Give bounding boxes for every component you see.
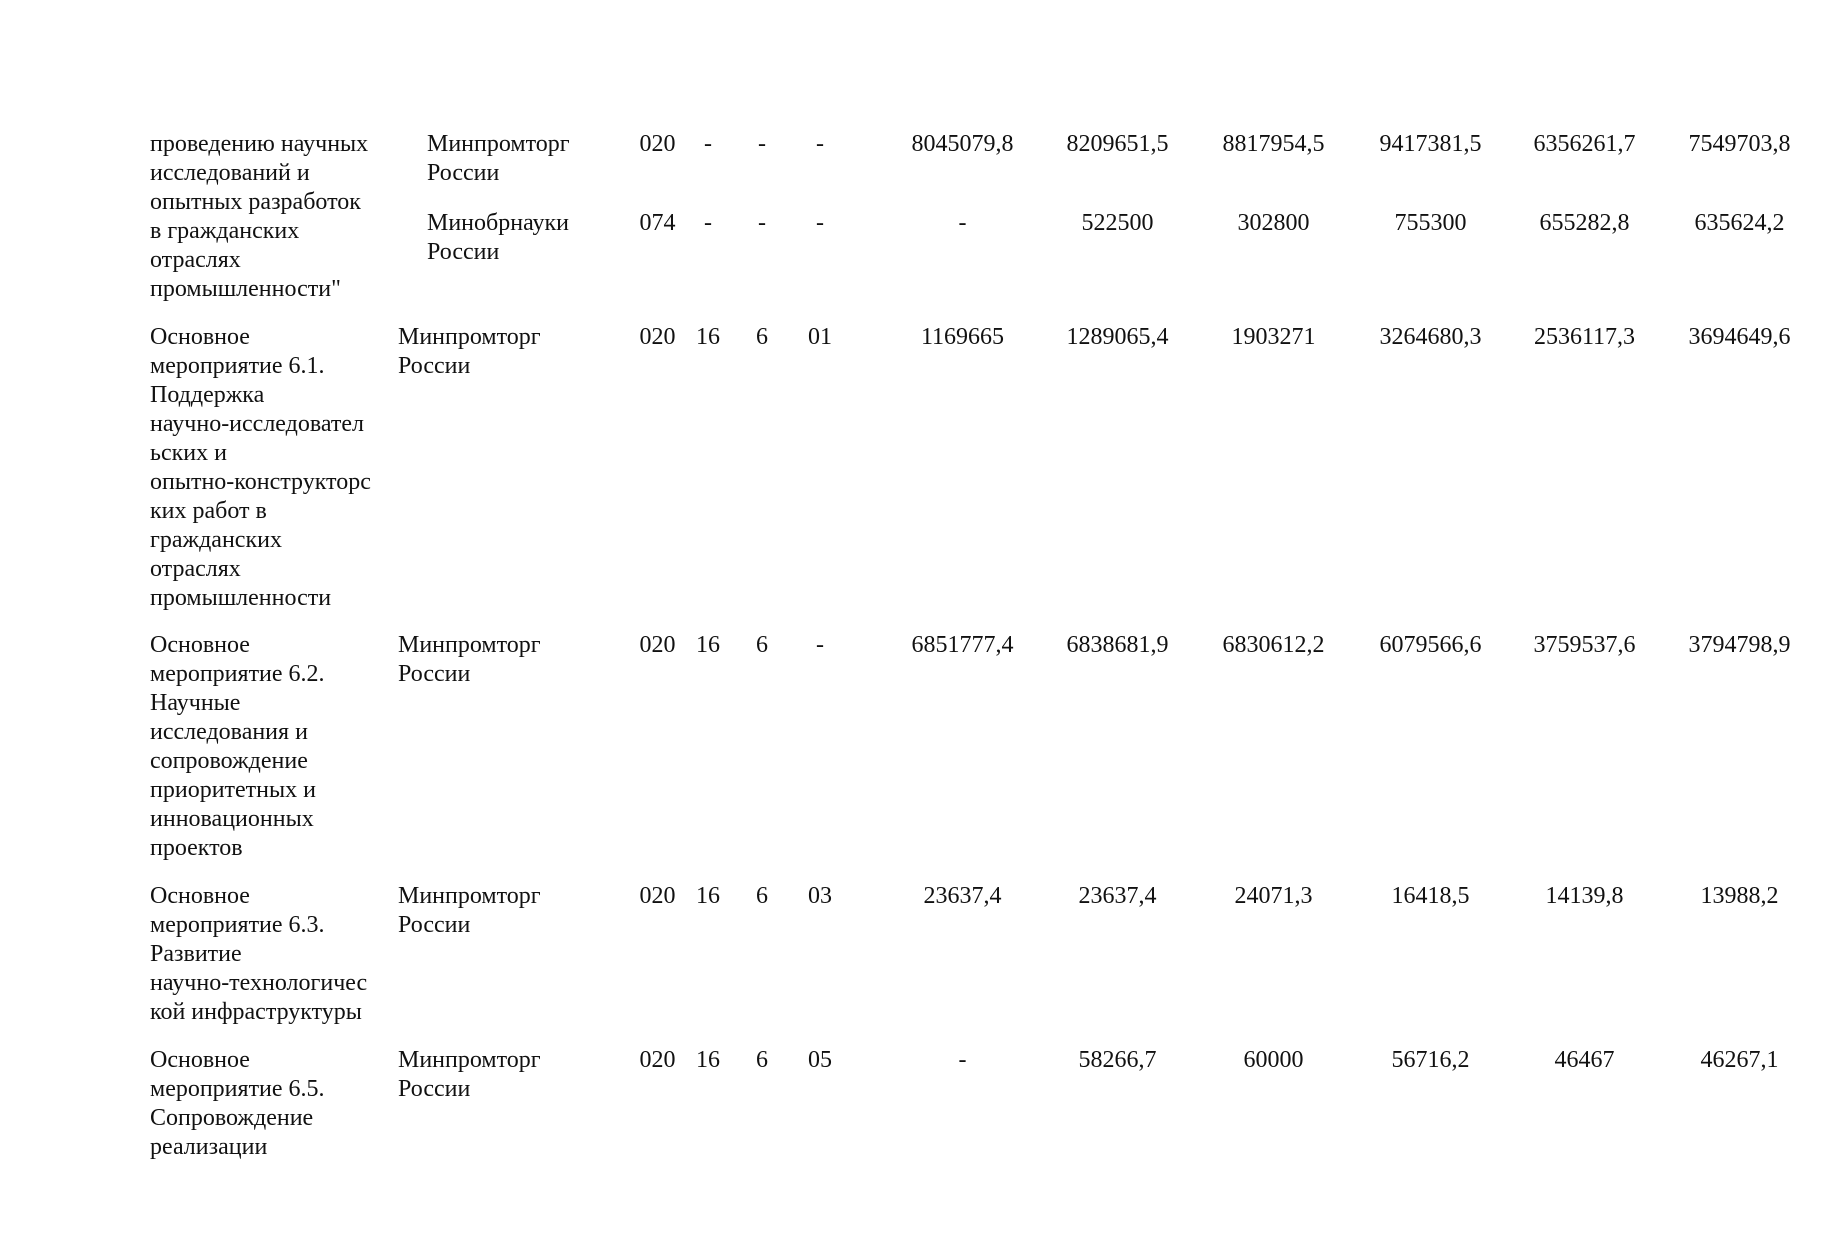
executor: Минпромторг России — [398, 1047, 541, 1102]
om-code: - — [816, 210, 824, 236]
gp-code: 16 — [696, 632, 720, 658]
om-code: 03 — [808, 883, 832, 909]
activity-description: Основное мероприятие 6.5. Сопровождение реализации — [150, 1047, 325, 1160]
value-year-3: 24071,3 — [1234, 883, 1313, 909]
value-year-6: 13988,2 — [1700, 883, 1779, 909]
value-year-3: 302800 — [1237, 210, 1310, 236]
pgp-code: - — [758, 210, 766, 236]
value-year-4: 16418,5 — [1391, 883, 1470, 909]
value-year-5: 14139,8 — [1545, 883, 1624, 909]
value-year-2: 1289065,4 — [1066, 324, 1169, 350]
value-year-2: 58266,7 — [1078, 1047, 1157, 1073]
gp-code: 16 — [696, 1047, 720, 1073]
activity-description: проведению научных исследований и опытных разработок в гражданских отраслях промышленности" — [150, 131, 369, 302]
grbs-code: 020 — [639, 1047, 676, 1073]
value-year-2: 23637,4 — [1078, 883, 1157, 909]
value-year-3: 6830612,2 — [1222, 632, 1325, 658]
pgp-code: 6 — [756, 883, 768, 909]
table-row — [150, 882, 1779, 1046]
value-year-3: 1903271 — [1231, 324, 1316, 350]
table-row — [150, 130, 1791, 323]
value-year-4: 6079566,6 — [1379, 632, 1482, 658]
activity-description: Основное мероприятие 6.1. Поддержка научно-исследовател ьских и опытно-конструкторс ких работ в гражданских отраслях промышленности — [150, 324, 371, 611]
grbs-code: 020 — [639, 632, 676, 658]
grbs-code: 074 — [639, 210, 676, 236]
executor-subrow — [150, 209, 1785, 267]
value-year-4: 755300 — [1394, 210, 1467, 236]
value-year-1: 8045079,8 — [911, 131, 1014, 157]
value-year-3: 8817954,5 — [1222, 131, 1325, 157]
value-year-2: 522500 — [1081, 210, 1154, 236]
value-year-1: 6851777,4 — [911, 632, 1014, 658]
value-year-2: 8209651,5 — [1066, 131, 1169, 157]
gp-code: - — [704, 210, 712, 236]
table-row — [150, 631, 1791, 882]
executor-subrow — [150, 130, 1791, 188]
executor: Минпромторг России — [427, 131, 570, 186]
value-year-1: - — [958, 1047, 967, 1073]
value-year-1: - — [958, 210, 967, 236]
value-year-5: 46467 — [1554, 1047, 1615, 1073]
value-year-5: 6356261,7 — [1533, 131, 1636, 157]
value-year-4: 3264680,3 — [1379, 324, 1482, 350]
activity-description: Основное мероприятие 6.2. Научные исследования и сопровождение приоритетных и инновационных проектов — [150, 632, 325, 861]
pgp-code: 6 — [756, 324, 768, 350]
grbs-code: 020 — [639, 883, 676, 909]
value-year-6: 3794798,9 — [1688, 632, 1791, 658]
executor: Минпромторг России — [398, 632, 541, 687]
value-year-4: 9417381,5 — [1379, 131, 1482, 157]
om-code: - — [816, 131, 824, 157]
om-code: 01 — [808, 324, 832, 350]
value-year-6: 7549703,8 — [1688, 131, 1791, 157]
table-row — [150, 1046, 1779, 1166]
value-year-6: 635624,2 — [1694, 210, 1785, 236]
executor: Минпромторг России — [398, 883, 541, 938]
gp-code: 16 — [696, 883, 720, 909]
value-year-3: 60000 — [1243, 1047, 1304, 1073]
om-code: 05 — [808, 1047, 832, 1073]
gp-code: - — [704, 131, 712, 157]
pgp-code: 6 — [756, 632, 768, 658]
value-year-5: 2536117,3 — [1533, 324, 1636, 350]
budget-table — [150, 130, 1791, 1166]
gp-code: 16 — [696, 324, 720, 350]
value-year-5: 655282,8 — [1539, 210, 1630, 236]
value-year-1: 23637,4 — [923, 883, 1002, 909]
value-year-4: 56716,2 — [1391, 1047, 1470, 1073]
pgp-code: - — [758, 131, 766, 157]
value-year-1: 1169665 — [920, 324, 1005, 350]
om-code: - — [816, 632, 824, 658]
value-year-2: 6838681,9 — [1066, 632, 1169, 658]
value-year-6: 3694649,6 — [1688, 324, 1791, 350]
executor: Минпромторг России — [398, 324, 541, 379]
value-year-5: 3759537,6 — [1533, 632, 1636, 658]
executor: Минобрнауки России — [427, 210, 570, 265]
pgp-code: 6 — [756, 1047, 768, 1073]
grbs-code: 020 — [639, 131, 676, 157]
table-row — [150, 323, 1791, 631]
value-year-6: 46267,1 — [1700, 1047, 1779, 1073]
activity-description: Основное мероприятие 6.3. Развитие научно-технологичес кой инфраструктуры — [150, 883, 368, 1025]
grbs-code: 020 — [639, 324, 676, 350]
